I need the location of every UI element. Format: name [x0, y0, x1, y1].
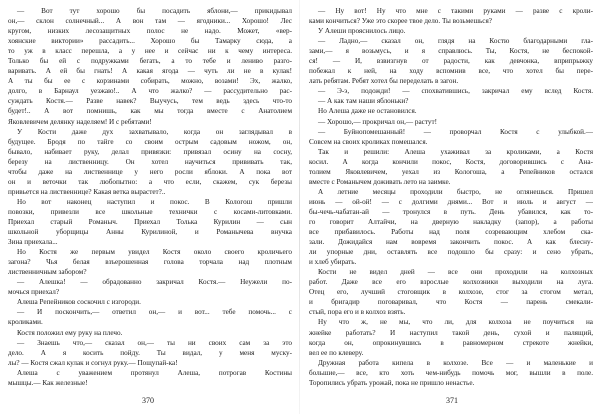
text-line: — И поскончить,— ответил он,— и вот... тебе помочь... с — [17, 308, 292, 317]
text-line: Костя положил ему руку на плечо. — [17, 328, 123, 337]
text-line: А ты бы ее с корзинами собирать, можно, возами! Эх, жалко, — [8, 77, 292, 86]
text-line: толием Яковлевичем, уехал из Кологоша, а Репейников остался — [309, 167, 593, 176]
text-line: повозки, привезли все школьные технички с косами-литовками. — [8, 207, 292, 216]
text-line: — Ну вот! Ну что мне с такими руками — разве с кроли- — [318, 7, 593, 15]
text-line: бывало, набивает руку, делал привязки: привязал осину на сосну, — [8, 147, 292, 156]
text-line: большие,— все, кто хоть чем-нибудь помочь мог, вышли в поле. — [309, 368, 593, 377]
text-line: мышцы.— Как железные! — [8, 378, 88, 387]
text-line: А летние месяцы проходили быстро, не оглянешься. Пришел — [318, 187, 593, 196]
text-line: и хлеб убирать. — [309, 258, 357, 267]
text-line: все прибавилось. Работы над поля созревающим хлебом ска- — [309, 228, 593, 237]
text-line: — Хорошо,— прокричал он,— растут! — [318, 117, 437, 126]
text-line: кроликами. — [8, 318, 43, 327]
text-line: — Буйнопомешанный! — проворчал Костя с улыбкой.— — [318, 127, 593, 136]
text-line: будущее. Бродя по тайге со своим острым садовым ножом, он, — [8, 137, 292, 146]
text-line: жнейке работать? И наступил такой день, сухой и палящий, — [309, 328, 593, 337]
text-line: Но вот наконец наступил и покос. В Кологош пришли — [17, 197, 292, 206]
text-line: вместе с Романычем доживать лето на заимке. — [309, 177, 451, 186]
text-line: ками кончиться? Уже это скорее твое дело. Ты возьмешься? — [309, 17, 492, 26]
left-page-text — [8, 6, 292, 388]
text-line: Но Алеша даже не остановился. — [318, 107, 417, 116]
text-line: Ну что ж, не мы, что ли, для колхоза не поучиться на — [318, 318, 593, 327]
gutter-shadow — [299, 0, 300, 414]
text-line: У Кости даже дух захватывало, когда он заглядывал в — [17, 127, 292, 136]
text-line: вел ее по клеверу. — [309, 348, 364, 357]
text-line: У Алеши прояснилось лицо. — [318, 27, 406, 36]
text-line: мочься приехал? — [8, 288, 60, 297]
text-line: бы-чечь-чабатан-ай — тронулся в путь. День убавился, как то- — [309, 207, 593, 216]
text-line: Приехал старый Романыч. Приехал Толька Курилин — сын — [8, 217, 292, 226]
text-line: зами,— я возьмусь, и я справлюсь. Ты, Костя, не беспокой- — [309, 47, 593, 56]
text-line: хоянские виктории» рассадить... Хорошо бы Тамарку сюда, а — [8, 37, 292, 46]
text-line: Дружная работа кипела в колхозе. Все — и маленькие и — [318, 358, 593, 367]
text-line: Но Костя же первым увидел Костя около своего кроличьего — [17, 248, 292, 257]
right-page-number: 371 — [446, 396, 458, 405]
text-line: го говорит Алтайчи, на дверную накладку (запор), а работы — [309, 217, 593, 226]
text-line: лать ребятам. Ребят хотел бы переделать в загон. — [309, 77, 459, 86]
text-line: он,— склон солнечный... А вон там — ягодники... Хорошо! Лес — [8, 17, 292, 26]
text-line: Так и решили: Алеша ухаживал за кроликами, а Костя — [318, 147, 593, 156]
text-line: работ. Даже все его взрослые колхозники выходили на луга. — [309, 278, 593, 287]
text-line: кругом, низких лесозащитных полос не надо. Может, «вер- — [8, 27, 292, 36]
text-line: Только бы ей с подружками бегать, а то тебе и лениво разго- — [8, 57, 292, 66]
text-line: Торопились убрать урожай, пока не пришло ненастье. — [309, 378, 475, 387]
text-line: привьется на лиственнице? Какая ветка вырастет?.. — [8, 187, 166, 196]
text-line: побежал к ней, на ходу вспомнив все, что хотел бы пере- — [309, 67, 593, 76]
text-line: Алеша Репейников соскочил с изгороди. — [17, 298, 141, 307]
text-line: — А как там наши яблоньки? — [318, 97, 409, 106]
text-line: суждать Костя.— Разве навек? Выучусь, тем ведь здесь что-то — [8, 97, 292, 106]
text-line: загона? Чья белая взъерошенная голова торчала над плотным — [8, 258, 292, 267]
left-page — [8, 6, 292, 406]
text-line: когда он, опрокинувшись в равномерном стрекоте жнейки, — [309, 338, 593, 347]
text-line: Совсем на своих кроликах помешался. — [309, 137, 428, 146]
text-line: варивать. А ей бы гнать! А какая ягода — чуть ли не в кулак! — [8, 67, 292, 76]
text-line: чтобы даже на лиственнице у него росли яблоки. А пока вот — [8, 167, 292, 176]
text-line: — Вот тут хорошо бы посадить яблони,— прикидывал — [17, 7, 292, 15]
text-line: зали. Дожидайся нам вовремя закончить покос. А как блесну- — [309, 238, 593, 247]
text-line: то уж в класс перешла, а у нее и сейчас ни к чему интереса. — [8, 47, 292, 56]
text-line: школьной уборщицы Анны Курилиной, и Романычева внучка — [8, 228, 292, 237]
text-line: Отец его, лучший стоговщик в колхозе, стог за стогом метал, — [309, 288, 593, 297]
right-page — [309, 6, 593, 406]
text-line: долго, в Барнаул уезжаю!.. А что жалко? — рассудительно рас- — [8, 87, 292, 96]
text-line: июнь — ой-ой! — с долгими днями... Вот и июль и август — — [309, 197, 593, 206]
text-line: косил. А когда кончили покос, Костя, договорившись с Ана- — [309, 157, 593, 166]
text-line: Зина приехала... — [8, 238, 58, 247]
text-line: он и веточки так любопытно: а что если, скажем, сук березы — [8, 177, 292, 186]
right-page-text — [309, 6, 593, 388]
text-line: будет!.. А вот помнишь, как мы тогда вместе с Анатолием — [8, 107, 292, 116]
text-line: — Э-э, подожди! — спохватившись, закричал ему вслед Костя. — [318, 87, 593, 96]
text-line: лиственничным забором? — [8, 268, 87, 277]
text-line: — Алешка! — обрадованно закричал Костя.— Неужели по- — [17, 278, 292, 287]
text-line: дело. А я косить пойду. Ты видал, у меня муску- — [8, 348, 292, 357]
text-line: и бригадир поговаривал, что Костя — парень смекали- — [309, 298, 593, 307]
text-line: ли упорные дни, оставлять все подошло бы сразу: и сено убрать, — [309, 248, 593, 257]
left-page-number: 370 — [142, 396, 154, 405]
text-line: стый, пора его и в колхоз взять. — [309, 308, 406, 317]
text-line: Алеша с уважением протянул Алеша, потрогав Костины — [17, 368, 292, 377]
text-line: лы? — Костя сжал кулак и согнул руку.— Пощупай-ка! — [8, 358, 178, 367]
text-line: березу на лиственницу. Он хотел научиться прививать так, — [8, 157, 292, 166]
text-line: Кости не видел дней — все они проходили на колхозных — [318, 268, 593, 277]
text-line: — Ладно,— сказал он, глядя на Костю благодарными гла- — [318, 37, 593, 46]
text-line: ся! — И, взвизгнув от радости, как девчонка, вприпрыжку — [309, 57, 593, 66]
text-line: — Знаешь что,— сказал он,— ты ни своих сам за это — [17, 338, 292, 347]
text-line: Яковлевичем делянку наделяем! И с ребятами! — [8, 117, 152, 126]
